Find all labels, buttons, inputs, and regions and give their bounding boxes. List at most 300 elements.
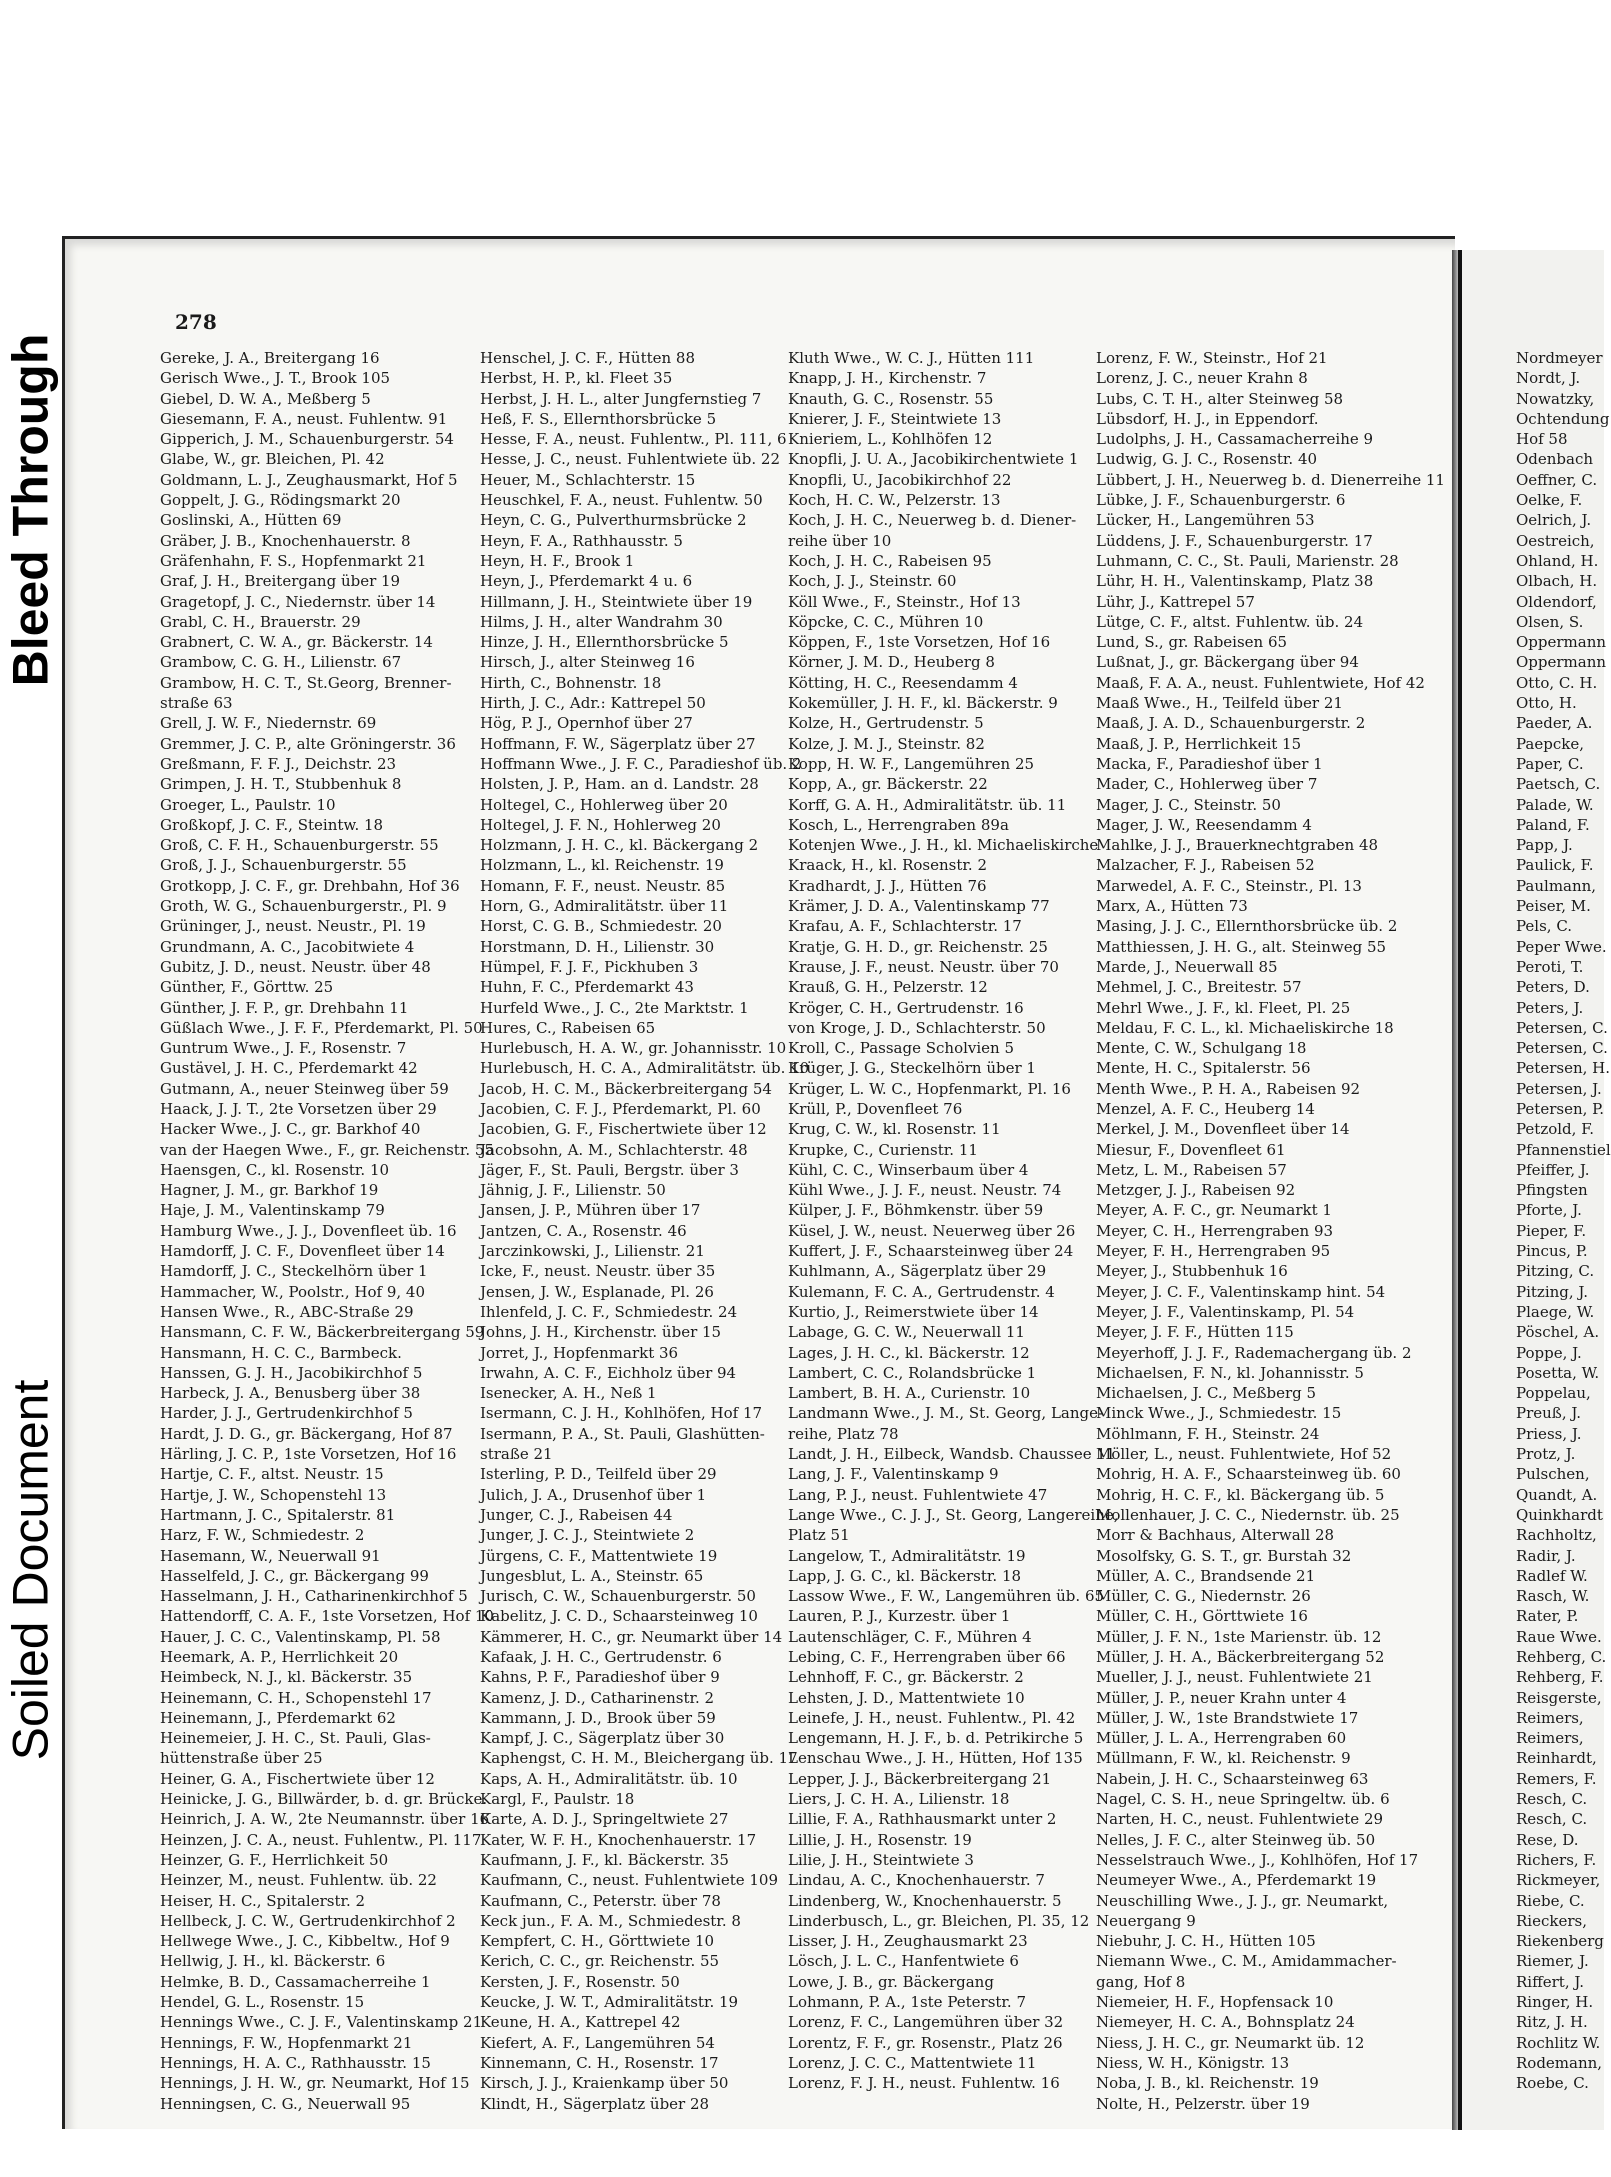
directory-entry: Riemer, J. [1516, 1952, 1589, 1971]
directory-entry: Kotenjen Wwe., J. H., kl. Michaeliskirche [788, 836, 1099, 855]
directory-entry: Heiner, G. A., Fischertwiete über 12 [160, 1769, 435, 1788]
directory-entry: Hartje, C. F., altst. Neustr. 15 [160, 1465, 384, 1484]
directory-entry: Niebuhr, J. C. H., Hütten 105 [1096, 1932, 1316, 1951]
directory-entry: Horst, C. G. B., Schmiedestr. 20 [480, 917, 722, 936]
directory-entry: Heiser, H. C., Spitalerstr. 2 [160, 1891, 366, 1910]
directory-entry: Paulick, F. [1516, 856, 1594, 875]
directory-entry: Masing, J. J. C., Ellernthorsbrücke üb. 2 [1096, 917, 1398, 936]
directory-entry: Krause, J. F., neust. Neustr. über 70 [788, 957, 1059, 976]
directory-entry: Oestreich, [1516, 531, 1595, 550]
directory-entry: Matthiessen, J. H. G., alt. Steinweg 55 [1096, 937, 1387, 956]
directory-entry: Hennings, J. H. W., gr. Neumarkt, Hof 15 [160, 2074, 470, 2093]
directory-entry: Hesse, J. C., neust. Fuhlentwiete üb. 22 [480, 450, 781, 469]
directory-entry: Günther, J. F. P., gr. Drehbahn 11 [160, 998, 409, 1017]
directory-entry: Mager, J. C., Steinstr. 50 [1096, 795, 1281, 814]
bleed-through-watermark [0, 150, 60, 870]
directory-entry: Meyerhoff, J. J. F., Rademachergang üb. 2 [1096, 1343, 1412, 1362]
directory-entry: Kämmerer, H. C., gr. Neumarkt über 14 [480, 1627, 783, 1646]
directory-entry: Roebe, C. [1516, 2074, 1589, 2093]
directory-entry: Petersen, H. [1516, 1059, 1610, 1078]
directory-entry: Nagel, C. S. H., neue Springeltw. üb. 6 [1096, 1790, 1390, 1809]
directory-entry: Neuergang 9 [1096, 1911, 1196, 1930]
directory-entry: Möhlmann, F. H., Steinstr. 24 [1096, 1424, 1320, 1443]
directory-entry: Pitzing, J. [1516, 1282, 1589, 1301]
directory-entry: Metz, L. M., Rabeisen 57 [1096, 1160, 1287, 1179]
directory-entry: Hansmann, C. F. W., Bäckerbreitergang 59 [160, 1323, 485, 1342]
directory-entry: Oelrich, J. [1516, 511, 1592, 530]
directory-entry: Lambert, C. C., Rolandsbrücke 1 [788, 1363, 1037, 1382]
directory-entry: Hurlebusch, H. A. W., gr. Johannisstr. 10 [480, 1039, 787, 1058]
directory-entry: Köppen, F., 1ste Vorsetzen, Hof 16 [788, 633, 1051, 652]
directory-entry: Groß, C. F. H., Schauenburgerstr. 55 [160, 836, 439, 855]
directory-entry: Huhn, F. C., Pferdemarkt 43 [480, 978, 694, 997]
directory-entry: Odenbach [1516, 450, 1594, 469]
directory-entry: Herbst, H. P., kl. Fleet 35 [480, 369, 673, 388]
directory-entry: Petersen, P. [1516, 1099, 1604, 1118]
directory-entry: Meldau, F. C. L., kl. Michaeliskirche 18 [1096, 1018, 1394, 1037]
directory-entry: Ludolphs, J. H., Cassamacherreihe 9 [1096, 430, 1374, 449]
directory-entry: Luhmann, C. C., St. Pauli, Marienstr. 28 [1096, 551, 1399, 570]
directory-entry: Jurisch, C. W., Schauenburgerstr. 50 [480, 1587, 756, 1606]
page-number: 278 [175, 310, 217, 334]
directory-entry: Hamburg Wwe., J. J., Dovenfleet üb. 16 [160, 1221, 457, 1240]
directory-entry: Krupke, C., Curienstr. 11 [788, 1140, 978, 1159]
directory-entry: Heyn, H. F., Brook 1 [480, 551, 635, 570]
directory-entry: Gragetopf, J. C., Niedernstr. über 14 [160, 592, 436, 611]
directory-entry: Rater, P. [1516, 1607, 1579, 1626]
directory-entry: Rehberg, C. [1516, 1648, 1607, 1666]
directory-entry: Lillie, F. A., Rathhausmarkt unter 2 [788, 1810, 1057, 1829]
directory-entry: Oldendorf, [1516, 592, 1597, 611]
directory-entry: Meyer, A. F. C., gr. Neumarkt 1 [1096, 1201, 1332, 1220]
directory-entry: Hauer, J. C. C., Valentinskamp, Pl. 58 [160, 1627, 441, 1646]
directory-entry: Hansen Wwe., R., ABC-Straße 29 [160, 1302, 414, 1321]
directory-entry: Günther, F., Görttw. 25 [160, 978, 334, 997]
directory-entry: Lund, S., gr. Rabeisen 65 [1096, 633, 1288, 652]
directory-entry: Marde, J., Neuerwall 85 [1096, 957, 1278, 976]
directory-entry: Henningsen, C. G., Neuerwall 95 [160, 2094, 411, 2113]
directory-entry: Harbeck, J. A., Benusberg über 38 [160, 1384, 421, 1403]
directory-entry: Groeger, L., Paulstr. 10 [160, 795, 336, 814]
directory-entry: Johns, J. H., Kirchenstr. über 15 [480, 1323, 722, 1342]
directory-entry: Rachholtz, [1516, 1526, 1597, 1545]
directory-entry: Marwedel, A. F. C., Steinstr., Pl. 13 [1096, 876, 1362, 895]
directory-entry: Henschel, J. C. F., Hütten 88 [480, 349, 696, 367]
directory-entry: Kaufmann, C., Peterstr. über 78 [480, 1891, 721, 1910]
directory-entry: van der Haegen Wwe., F., gr. Reichenstr. 55 [160, 1140, 494, 1159]
directory-entry: Groß, J. J., Schauenburgerstr. 55 [160, 856, 407, 875]
directory-entry: Keucke, J. W. T., Admiralitätstr. 19 [480, 1993, 739, 2012]
directory-entry: Michaelsen, J. C., Meßberg 5 [1096, 1384, 1317, 1403]
directory-entry: Paland, F. [1516, 815, 1590, 834]
directory-entry: Hümpel, F. J. F., Pickhuben 3 [480, 957, 699, 976]
directory-entry: Pfeiffer, J. [1516, 1160, 1590, 1179]
directory-entry: Jürgens, C. F., Mattentwiete 19 [480, 1546, 718, 1565]
directory-entry: Köpcke, C. C., Mühren 10 [788, 612, 984, 631]
directory-entry: Heuer, M., Schlachterstr. 15 [480, 470, 696, 489]
directory-entry: Heinemann, C. H., Schopenstehl 17 [160, 1688, 432, 1707]
directory-entry: Kersten, J. F., Rosenstr. 50 [480, 1972, 680, 1991]
directory-entry: Lassow Wwe., F. W., Langemühren üb. 65 [788, 1587, 1105, 1606]
directory-entry: Oelke, F. [1516, 491, 1583, 510]
directory-entry: Goslinski, A., Hütten 69 [160, 511, 342, 530]
directory-entry: Knopfli, J. U. A., Jacobikirchentwiete 1 [788, 450, 1079, 469]
directory-entry: Rodemann, [1516, 2053, 1603, 2072]
directory-entry: Karte, A. D. J., Springeltwiete 27 [480, 1810, 729, 1829]
directory-entry: Lenschau Wwe., J. H., Hütten, Hof 135 [788, 1749, 1083, 1768]
directory-entry: Meyer, C. H., Herrengraben 93 [1096, 1221, 1334, 1240]
directory-entry: Gipperich, J. M., Schauenburgerstr. 54 [160, 430, 454, 449]
directory-entry: Hinze, J. H., Ellernthorsbrücke 5 [480, 633, 729, 652]
directory-entry: Heyn, J., Pferdemarkt 4 u. 6 [480, 572, 693, 591]
directory-entry: Kluth Wwe., W. C. J., Hütten 111 [788, 349, 1035, 367]
directory-entry: Kampf, J. C., Sägerplatz über 30 [480, 1729, 725, 1748]
directory-entry: Kater, W. F. H., Knochenhauerstr. 17 [480, 1830, 757, 1849]
directory-entry: Petzold, F. [1516, 1120, 1595, 1139]
directory-entry: Peper Wwe. [1516, 937, 1607, 956]
directory-entry: reihe, Platz 78 [788, 1424, 899, 1443]
directory-entry: Grambow, C. G. H., Lilienstr. 67 [160, 653, 402, 672]
directory-entry: Hamdorff, J. C. F., Dovenfleet über 14 [160, 1242, 445, 1261]
directory-entry: Maaß Wwe., H., Teilfeld über 21 [1096, 694, 1343, 713]
directory-entry: Hesse, F. A., neust. Fuhlentw., Pl. 111, 6 [480, 430, 787, 449]
directory-entry: Kammann, J. D., Brook über 59 [480, 1708, 716, 1727]
directory-entry: Haensgen, C., kl. Rosenstr. 10 [160, 1160, 390, 1179]
directory-entry: Kopp, H. W. F., Langemühren 25 [788, 754, 1035, 773]
directory-entry: Lorenz, F. J. H., neust. Fuhlentw. 16 [788, 2074, 1060, 2093]
directory-entry: Lehnhoff, F. C., gr. Bäckerstr. 2 [788, 1668, 1024, 1687]
soiled-document-label: Soiled Document [2, 1379, 59, 1761]
directory-entry: Julich, J. A., Drusenhof über 1 [480, 1485, 707, 1504]
directory-entry: Meyer, J., Stubbenhuk 16 [1096, 1262, 1288, 1281]
directory-entry: Lisser, J. H., Zeughausmarkt 23 [788, 1932, 1028, 1951]
directory-entry: Oppermann [1516, 633, 1607, 652]
directory-entry: Kaps, A. H., Admiralitätstr. üb. 10 [480, 1769, 738, 1788]
directory-entry: Knieriem, L., Kohlhöfen 12 [788, 430, 993, 449]
directory-entry: Heinrich, J. A. W., 2te Neumannstr. über 16 [160, 1810, 490, 1829]
directory-entry: Kaufmann, J. F., kl. Bäckerstr. 35 [480, 1850, 729, 1869]
directory-entry: Jungesblut, L. A., Steinstr. 65 [480, 1566, 704, 1585]
directory-entry: Lußnat, J., gr. Bäckergang über 94 [1096, 653, 1359, 672]
directory-entry: Köll Wwe., F., Steinstr., Hof 13 [788, 592, 1021, 611]
directory-entry: Haje, J. M., Valentinskamp 79 [160, 1201, 385, 1220]
directory-entry: Kühl Wwe., J. J. F., neust. Neustr. 74 [788, 1181, 1062, 1200]
directory-entry: Knopfli, U., Jacobikirchhof 22 [788, 470, 1012, 489]
directory-entry: Nesselstrauch Wwe., J., Kohlhöfen, Hof 17 [1096, 1850, 1419, 1869]
directory-entry: Greßmann, F. F. J., Deichstr. 23 [160, 754, 397, 773]
directory-entry: Kröger, C. H., Gertrudenstr. 16 [788, 998, 1024, 1017]
directory-column-2 [480, 348, 810, 2114]
directory-entry: Jansen, J. P., Mühren über 17 [480, 1201, 701, 1220]
directory-entry: Reinhardt, [1516, 1749, 1597, 1768]
directory-entry: Hennings Wwe., C. J. F., Valentinskamp 21 [160, 2013, 483, 2032]
directory-entry: Jacobien, G. F., Fischertwiete über 12 [480, 1120, 767, 1139]
directory-entry: Helmke, B. D., Cassamacherreihe 1 [160, 1972, 431, 1991]
directory-entry: Lebing, C. F., Herrengraben über 66 [788, 1648, 1066, 1666]
directory-entry: Homann, F. F., neust. Neustr. 85 [480, 876, 726, 895]
directory-entry: Lohmann, P. A., 1ste Peterstr. 7 [788, 1993, 1027, 2012]
directory-entry: Minck Wwe., J., Schmiedestr. 15 [1096, 1404, 1342, 1423]
directory-entry: Kiefert, A. F., Langemühren 54 [480, 2033, 715, 2052]
directory-entry: Koch, H. C. W., Pelzerstr. 13 [788, 491, 1001, 510]
directory-entry: Lorenz, F. W., Steinstr., Hof 21 [1096, 349, 1328, 367]
directory-entry: Reimers, [1516, 1708, 1584, 1727]
directory-entry: Rieckers, [1516, 1911, 1587, 1930]
directory-entry: Isermann, P. A., St. Pauli, Glashütten- [480, 1424, 765, 1443]
directory-entry: Resch, C. [1516, 1810, 1588, 1829]
directory-entry: Hamdorff, J. C., Steckelhörn über 1 [160, 1262, 428, 1281]
directory-entry: Grabl, C. H., Brauerstr. 29 [160, 612, 361, 631]
directory-entry: Kempfert, C. H., Görttwiete 10 [480, 1932, 715, 1951]
directory-entry: Kroll, C., Passage Scholvien 5 [788, 1039, 1015, 1058]
directory-entry: Meyer, J. C. F., Valentinskamp hint. 54 [1096, 1282, 1386, 1301]
directory-entry: Richers, F. [1516, 1850, 1597, 1869]
directory-entry: Landmann Wwe., J. M., St. Georg, Lange- [788, 1404, 1104, 1423]
directory-entry: Grüninger, J., neust. Neustr., Pl. 19 [160, 917, 426, 936]
directory-entry: Rochlitz W. [1516, 2033, 1601, 2052]
directory-entry: Kosch, L., Herrengraben 89a [788, 815, 1009, 834]
directory-entry: Liers, J. C. H. A., Lilienstr. 18 [788, 1790, 1010, 1809]
directory-entry: Mager, J. W., Reesendamm 4 [1096, 815, 1312, 834]
directory-entry: Miesur, F., Dovenfleet 61 [1096, 1140, 1286, 1159]
directory-entry: Poppe, J. [1516, 1343, 1582, 1362]
directory-entry: Großkopf, J. C. F., Steintw. 18 [160, 815, 384, 834]
directory-entry: Labage, G. C. W., Neuerwall 11 [788, 1323, 1025, 1342]
directory-entry: Groth, W. G., Schauenburgerstr., Pl. 9 [160, 897, 447, 916]
directory-entry: Jacobien, C. F. J., Pferdemarkt, Pl. 60 [480, 1099, 761, 1118]
directory-entry: Nordt, J. [1516, 369, 1581, 388]
directory-entry: Hartmann, J. C., Spitalerstr. 81 [160, 1505, 396, 1524]
directory-entry: Graf, J. H., Breitergang über 19 [160, 572, 401, 591]
directory-entry: Kötting, H. C., Reesendamm 4 [788, 673, 1018, 692]
directory-entry: Kokemüller, J. H. F., kl. Bäckerstr. 9 [788, 694, 1058, 713]
directory-entry: Leinefe, J. H., neust. Fuhlentw., Pl. 42 [788, 1708, 1076, 1727]
directory-entry: Nordmeyer [1516, 349, 1603, 367]
directory-entry: Paulmann, [1516, 876, 1597, 895]
directory-entry: Maaß, J. A. D., Schauenburgerstr. 2 [1096, 714, 1366, 733]
directory-entry: Müller, C. G., Niedernstr. 26 [1096, 1587, 1311, 1606]
directory-entry: Grimpen, J. H. T., Stubbenhuk 8 [160, 775, 402, 794]
directory-entry: Hennings, F. W., Hopfenmarkt 21 [160, 2033, 413, 2052]
directory-entry: Lauren, P. J., Kurzestr. über 1 [788, 1607, 1011, 1626]
directory-entry: Müllmann, F. W., kl. Reichenstr. 9 [1096, 1749, 1351, 1768]
directory-entry: Morr & Bachhaus, Alterwall 28 [1096, 1526, 1335, 1545]
directory-entry: Müller, J. W., 1ste Brandstwiete 17 [1096, 1708, 1359, 1727]
directory-entry: Nabein, J. H. C., Schaarsteinweg 63 [1096, 1769, 1369, 1788]
directory-entry: Ohland, H. [1516, 551, 1599, 570]
directory-entry: Hammacher, W., Poolstr., Hof 9, 40 [160, 1282, 426, 1301]
directory-entry: Peters, D. [1516, 978, 1590, 997]
directory-entry: Pulschen, [1516, 1465, 1590, 1484]
directory-entry: Krauß, G. H., Pelzerstr. 12 [788, 978, 988, 997]
directory-entry: Hardt, J. D. G., gr. Bäckergang, Hof 87 [160, 1424, 453, 1443]
directory-column-1 [160, 348, 494, 2114]
directory-entry: Metzger, J. J., Rabeisen 92 [1096, 1181, 1296, 1200]
directory-entry: Menth Wwe., P. H. A., Rabeisen 92 [1096, 1079, 1361, 1098]
directory-entry: Petersen, C. [1516, 1018, 1608, 1037]
directory-entry: Harder, J. J., Gertrudenkirchhof 5 [160, 1404, 413, 1423]
directory-entry: Menzel, A. F. C., Heuberg 14 [1096, 1099, 1315, 1118]
directory-entry: Hartje, J. W., Schopenstehl 13 [160, 1485, 387, 1504]
directory-entry: Krüger, J. G., Steckelhörn über 1 [788, 1059, 1036, 1078]
directory-entry: Hansmann, H. C. C., Barmbeck. [160, 1343, 402, 1362]
directory-entry: Lorentz, F. F., gr. Rosenstr., Platz 26 [788, 2033, 1063, 2052]
directory-entry: reihe über 10 [788, 531, 892, 550]
directory-entry: Külper, J. F., Böhmkenstr. über 59 [788, 1201, 1044, 1220]
directory-entry: Meyer, F. H., Herrengraben 95 [1096, 1242, 1331, 1261]
directory-entry: Heyn, C. G., Pulverthurmsbrücke 2 [480, 511, 747, 530]
directory-entry: Kerich, C. C., gr. Reichenstr. 55 [480, 1952, 720, 1971]
directory-entry: Pieper, F. [1516, 1221, 1587, 1240]
directory-entry: Kolze, J. M. J., Steinstr. 82 [788, 734, 985, 753]
directory-entry: Hirsch, J., alter Steinweg 16 [480, 653, 695, 672]
directory-entry: Jorret, J., Hopfenmarkt 36 [480, 1343, 679, 1362]
directory-entry: Mehrl Wwe., J. F., kl. Fleet, Pl. 25 [1096, 998, 1351, 1017]
directory-entry: Reimers, [1516, 1729, 1584, 1748]
directory-entry: Pitzing, C. [1516, 1262, 1595, 1281]
directory-entry: Kolze, H., Gertrudenstr. 5 [788, 714, 984, 733]
directory-entry: Riebe, C. [1516, 1891, 1585, 1910]
directory-entry: Lapp, J. G. C., kl. Bäckerstr. 18 [788, 1566, 1022, 1585]
directory-entry: Hoffmann, F. W., Sägerplatz über 27 [480, 734, 756, 753]
directory-entry: Lübke, J. F., Schauenburgerstr. 6 [1096, 491, 1346, 510]
directory-entry: Pels, C. [1516, 917, 1573, 936]
directory-entry: Hennings, H. A. C., Rathhausstr. 15 [160, 2053, 431, 2072]
directory-entry: Hattendorff, C. A. F., 1ste Vorsetzen, Hof 10 [160, 1607, 494, 1626]
directory-entry: Icke, F., neust. Neustr. über 35 [480, 1262, 716, 1281]
directory-entry: Rese, D. [1516, 1830, 1579, 1849]
directory-entry: Müller, J. H. A., Bäckerbreitergang 52 [1096, 1648, 1385, 1666]
directory-entry: Hilms, J. H., alter Wandrahm 30 [480, 612, 723, 631]
directory-entry: Lowe, J. B., gr. Bäckergang [788, 1972, 994, 1991]
directory-entry: Heinemann, J., Pferdemarkt 62 [160, 1708, 396, 1727]
directory-entry: Mahlke, J. J., Brauerknechtgraben 48 [1096, 836, 1379, 855]
directory-entry: Heinzer, G. F., Herrlichkeit 50 [160, 1850, 389, 1869]
directory-entry: Jensen, J. W., Esplanade, Pl. 26 [480, 1282, 714, 1301]
directory-entry: Hurlebusch, H. C. A., Admiralitätstr. üb. 10 [480, 1059, 810, 1078]
directory-entry: Knierer, J. F., Steintwiete 13 [788, 409, 1002, 428]
directory-entry: Herbst, J. H. L., alter Jungfernstieg 7 [480, 389, 762, 408]
directory-entry: Papp, J. [1516, 836, 1573, 855]
directory-entry: Gereke, J. A., Breitergang 16 [160, 349, 380, 367]
directory-entry: Müller, J. L. A., Herrengraben 60 [1096, 1729, 1347, 1748]
directory-entry: Jarczinkowski, J., Lilienstr. 21 [480, 1242, 705, 1261]
directory-entry: Heuschkel, F. A., neust. Fuhlentw. 50 [480, 491, 763, 510]
directory-entry: Koch, J. H. C., Rabeisen 95 [788, 551, 992, 570]
directory-entry: Koch, J. J., Steinstr. 60 [788, 572, 957, 591]
directory-entry: Oppermann [1516, 653, 1607, 672]
directory-entry: Lorenz, F. C., Langemühren über 32 [788, 2013, 1064, 2032]
directory-entry: Michaelsen, F. N., kl. Johannisstr. 5 [1096, 1363, 1364, 1382]
directory-entry: Mader, C., Hohlerweg über 7 [1096, 775, 1318, 794]
directory-entry: Lübbert, J. H., Neuerweg b. d. Dienerreihe 11 [1096, 470, 1445, 489]
directory-column-5-partial [1516, 348, 1611, 2094]
directory-entry: Radir, J. [1516, 1546, 1576, 1565]
directory-entry: straße 63 [160, 694, 233, 713]
directory-entry: Marx, A., Hütten 73 [1096, 897, 1248, 916]
directory-entry: Knapp, J. H., Kirchenstr. 7 [788, 369, 987, 388]
directory-entry: Hendel, G. L., Rosenstr. 15 [160, 1993, 365, 2012]
directory-entry: Riekenberg [1516, 1932, 1604, 1951]
directory-entry: Grell, J. W. F., Niedernstr. 69 [160, 714, 377, 733]
directory-entry: Posetta, W. [1516, 1363, 1600, 1382]
directory-entry: Nelles, J. F. C., alter Steinweg üb. 50 [1096, 1830, 1376, 1849]
directory-entry: Platz 51 [788, 1526, 850, 1545]
directory-entry: Mohrig, H. C. F., kl. Bäckergang üb. 5 [1096, 1485, 1385, 1504]
directory-entry: Kradhardt, J. J., Hütten 76 [788, 876, 987, 895]
directory-entry: Linderbusch, L., gr. Bleichen, Pl. 35, 12 [788, 1911, 1090, 1930]
directory-entry: Kinnemann, C. H., Rosenstr. 17 [480, 2053, 719, 2072]
directory-entry: Niemann Wwe., C. M., Amidammacher- [1096, 1952, 1397, 1971]
directory-entry: Protz, J. [1516, 1445, 1576, 1464]
directory-entry: Heemark, A. P., Herrlichkeit 20 [160, 1648, 399, 1666]
directory-entry: Kabelitz, J. C. D., Schaarsteinweg 10 [480, 1607, 758, 1626]
directory-entry: Koch, J. H. C., Neuerweg b. d. Diener- [788, 511, 1077, 530]
directory-entry: Landt, J. H., Eilbeck, Wandsb. Chaussee 11 [788, 1445, 1116, 1464]
directory-entry: Maaß, F. A. A., neust. Fuhlentwiete, Hof 42 [1096, 673, 1425, 692]
directory-entry: Krafau, A. F., Schlachterstr. 17 [788, 917, 1022, 936]
directory-entry: Remers, F. [1516, 1769, 1597, 1788]
directory-entry: Lösch, J. L. C., Hanfentwiete 6 [788, 1952, 1019, 1971]
directory-entry: Lübsdorf, H. J., in Eppendorf. [1096, 409, 1319, 428]
directory-entry: Hof 58 [1516, 430, 1568, 449]
directory-entry: Heß, F. S., Ellernthorsbrücke 5 [480, 409, 717, 428]
bleed-through-label: Bleed Through [2, 333, 59, 687]
directory-entry: Nowatzky, [1516, 389, 1595, 408]
directory-entry: straße 21 [480, 1445, 553, 1464]
directory-entry: Niemeyer, H. C. A., Bohnsplatz 24 [1096, 2013, 1355, 2032]
directory-entry: Kaufmann, C., neust. Fuhlentwiete 109 [480, 1871, 779, 1890]
directory-entry: Pöschel, A. [1516, 1323, 1600, 1342]
directory-entry: Ihlenfeld, J. C. F., Schmiedestr. 24 [480, 1302, 738, 1321]
directory-entry: Kopp, A., gr. Bäckerstr. 22 [788, 775, 988, 794]
directory-entry: Gutmann, A., neuer Steinweg über 59 [160, 1079, 449, 1098]
directory-entry: Lindenberg, W., Knochenhauerstr. 5 [788, 1891, 1062, 1910]
directory-entry: Macka, F., Paradieshof über 1 [1096, 754, 1323, 773]
directory-entry: Mueller, J. J., neust. Fuhlentwiete 21 [1096, 1668, 1373, 1687]
directory-entry: Lepper, J. J., Bäckerbreitergang 21 [788, 1769, 1052, 1788]
directory-entry: Müller, J. F. N., 1ste Marienstr. üb. 12 [1096, 1627, 1382, 1646]
directory-entry: Kafaak, J. H. C., Gertrudenstr. 6 [480, 1648, 722, 1666]
directory-entry: Kirsch, J. J., Kraienkamp über 50 [480, 2074, 729, 2093]
directory-entry: Heinemeier, J. H. C., St. Pauli, Glas- [160, 1729, 431, 1748]
directory-entry: Merkel, J. M., Dovenfleet über 14 [1096, 1120, 1350, 1139]
directory-entry: Neuschilling Wwe., J. J., gr. Neumarkt, [1096, 1891, 1389, 1910]
directory-entry: Paper, C. [1516, 754, 1584, 773]
directory-entry: Hasselmann, J. H., Catharinenkirchhof 5 [160, 1587, 468, 1606]
directory-entry: Rehberg, F. [1516, 1668, 1604, 1687]
directory-entry: Hacker Wwe., J. C., gr. Barkhof 40 [160, 1120, 421, 1139]
directory-entry: Peiser, M. [1516, 897, 1591, 916]
directory-entry: Lorenz, J. C. C., Mattentwiete 11 [788, 2053, 1037, 2072]
directory-entry: Lengemann, H. J. F., b. d. Petrikirche 5 [788, 1729, 1084, 1748]
directory-entry: Grabnert, C. W. A., gr. Bäckerstr. 14 [160, 633, 433, 652]
directory-entry: Haack, J. J. T., 2te Vorsetzen über 29 [160, 1099, 437, 1118]
directory-entry: Ludwig, G. J. C., Rosenstr. 40 [1096, 450, 1318, 469]
directory-entry: Goppelt, J. G., Rödingsmarkt 20 [160, 491, 401, 510]
directory-entry: Krüll, P., Dovenfleet 76 [788, 1099, 963, 1118]
directory-entry: Jacobsohn, A. M., Schlachterstr. 48 [480, 1140, 748, 1159]
directory-entry: Meyer, J. F., Valentinskamp, Pl. 54 [1096, 1302, 1355, 1321]
directory-entry: Palade, W. [1516, 795, 1594, 814]
directory-entry: Korff, G. A. H., Admiralitätstr. üb. 11 [788, 795, 1067, 814]
directory-entry: Otto, C. H. [1516, 673, 1598, 692]
directory-entry: Kraack, H., kl. Rosenstr. 2 [788, 856, 987, 875]
directory-entry: Meyer, J. F. F., Hütten 115 [1096, 1323, 1294, 1342]
directory-entry: Paepcke, [1516, 734, 1584, 753]
directory-entry: Gremmer, J. C. P., alte Gröningerstr. 36 [160, 734, 456, 753]
directory-entry: Quandt, A. [1516, 1485, 1598, 1504]
